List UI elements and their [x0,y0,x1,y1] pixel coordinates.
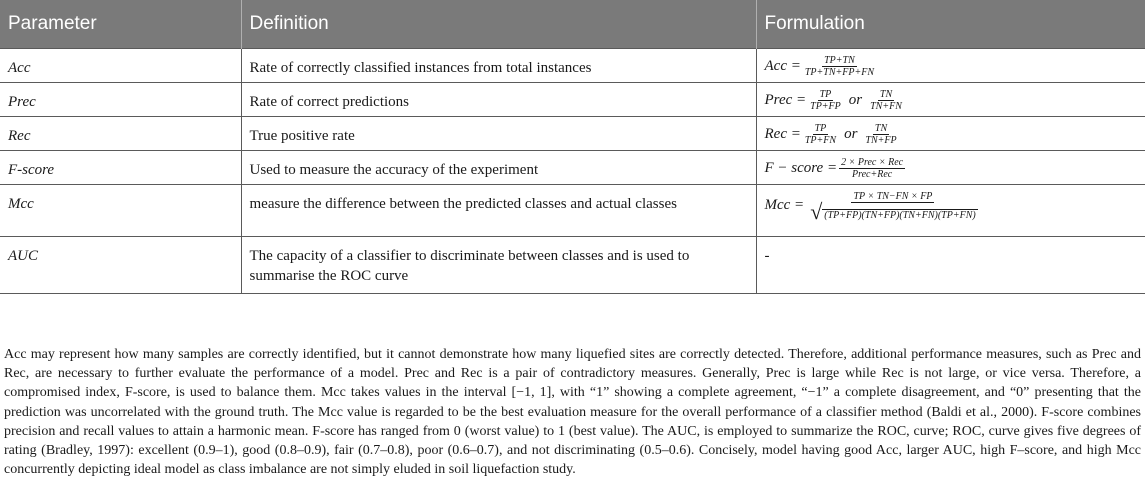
definition-cell: True positive rate [241,116,756,150]
formula-lhs: F − score = [764,159,838,176]
formula-cell: - [756,236,1145,293]
param-cell: F-score [0,150,241,184]
definition-cell: Rate of correctly classified instances from total instances [241,48,756,82]
fraction [868,89,904,112]
definition-cell: measure the difference between the predicted classes and actual classes [241,184,756,236]
formula-lhs: Mcc = [764,197,805,213]
prec-formula [765,89,1138,112]
denominator: TP+FP [810,100,841,112]
denominator: Prec+Rec [851,168,893,180]
formula-cell [756,150,1145,184]
numerator: TP [819,88,832,100]
table-footnote: Acc may represent how many samples are correctly identified, but it cannot demonstrate how many liquefied sites are correctly detected. Therefore, additional performance measures, such as Prec and Rec, are necessary to further evaluate the performance of a model. Prec and Rec is a pair of contradictory measures. Generally, Prec is large while Rec is not large, or vice versa. Therefore, a compromised index, F-score, is used to balance them. Mcc takes values in the interval [−1, 1], with “1” showing a complete agreement, “−1” a complete disagreement, and “0” presenting that the prediction was uncorrelated with the ground truth. The Mcc value is regarded to be the best evaluation measure for the overall performance of a classifier method (Baldi et al., 2000). F-score combines precision and recall values to attain a harmonic mean. F-score has ranged from 0 (worst value) to 1 (best value). The AUC, is employed to summarize the ROC, curve; ROC, curve gives five degrees of rating (Bradley, 1997): excellent (0.9–1), good (0.8–0.9), fair (0.7–0.8), poor (0.6–0.7), and not discriminating (0.5–0.6). Concisely, model having good Acc, larger AUC, high F–score, and high Mcc concurrently depicting ideal model as class imbalance are not simply eluded in soil liquefaction study. [4,347,1141,478]
numerator: TN [879,88,893,100]
numerator: 2 × Prec × Rec [841,156,904,168]
formula-lhs: Prec = [764,91,807,108]
mcc-formula [764,190,1138,224]
formula-cell [756,82,1145,116]
fraction [803,123,838,146]
numerator: TP × TN−FN × FP [853,190,933,202]
denominator: TN+FP [865,134,897,146]
table-row [0,236,1145,293]
rec-formula [765,123,1138,146]
acc-formula [765,55,1138,78]
numerator: TP+TN [824,54,855,66]
or-text: or [844,125,858,142]
param-cell: Mcc [0,184,241,236]
table-header-row [0,0,1145,48]
fraction [839,157,905,180]
sqrt-sign: √ [810,198,823,224]
definition-cell: Rate of correct predictions [241,82,756,116]
denominator: TN+FN [870,100,902,112]
header-formulation: Formulation [764,12,865,34]
formula-cell [756,48,1145,82]
table-row [0,150,1145,184]
radicand: (TP+FP)(TN+FP)(TN+FN)(TP+FN) [824,209,976,221]
formula-lhs: Acc = [764,57,801,74]
param-cell: Prec [0,82,241,116]
fraction [806,190,980,224]
fscore-formula [765,157,1138,180]
fraction [803,55,876,78]
fraction [808,89,843,112]
formula-cell [756,116,1145,150]
table-row [0,82,1145,116]
table-row [0,184,1145,236]
denominator: TP+TN+FP+FN [804,66,874,78]
definition-cell: Used to measure the accuracy of the experiment [241,150,756,184]
param-cell: AUC [0,236,241,293]
table-row [0,116,1145,150]
formula-lhs: Rec = [764,125,801,142]
table-row [0,48,1145,82]
numerator: TN [874,122,888,134]
header-parameter: Parameter [0,0,241,48]
denominator: TP+FN [804,134,837,146]
definition-cell: The capacity of a classifier to discriminate between classes and is used to summarise the ROC curve [241,236,756,293]
or-text: or [848,91,863,108]
numerator: TP [814,122,827,134]
header-definition: Definition [241,0,756,48]
param-cell: Acc [0,48,241,82]
param-cell: Rec [0,116,241,150]
denominator [806,198,980,224]
fraction [863,123,898,146]
formula-cell [756,184,1145,236]
